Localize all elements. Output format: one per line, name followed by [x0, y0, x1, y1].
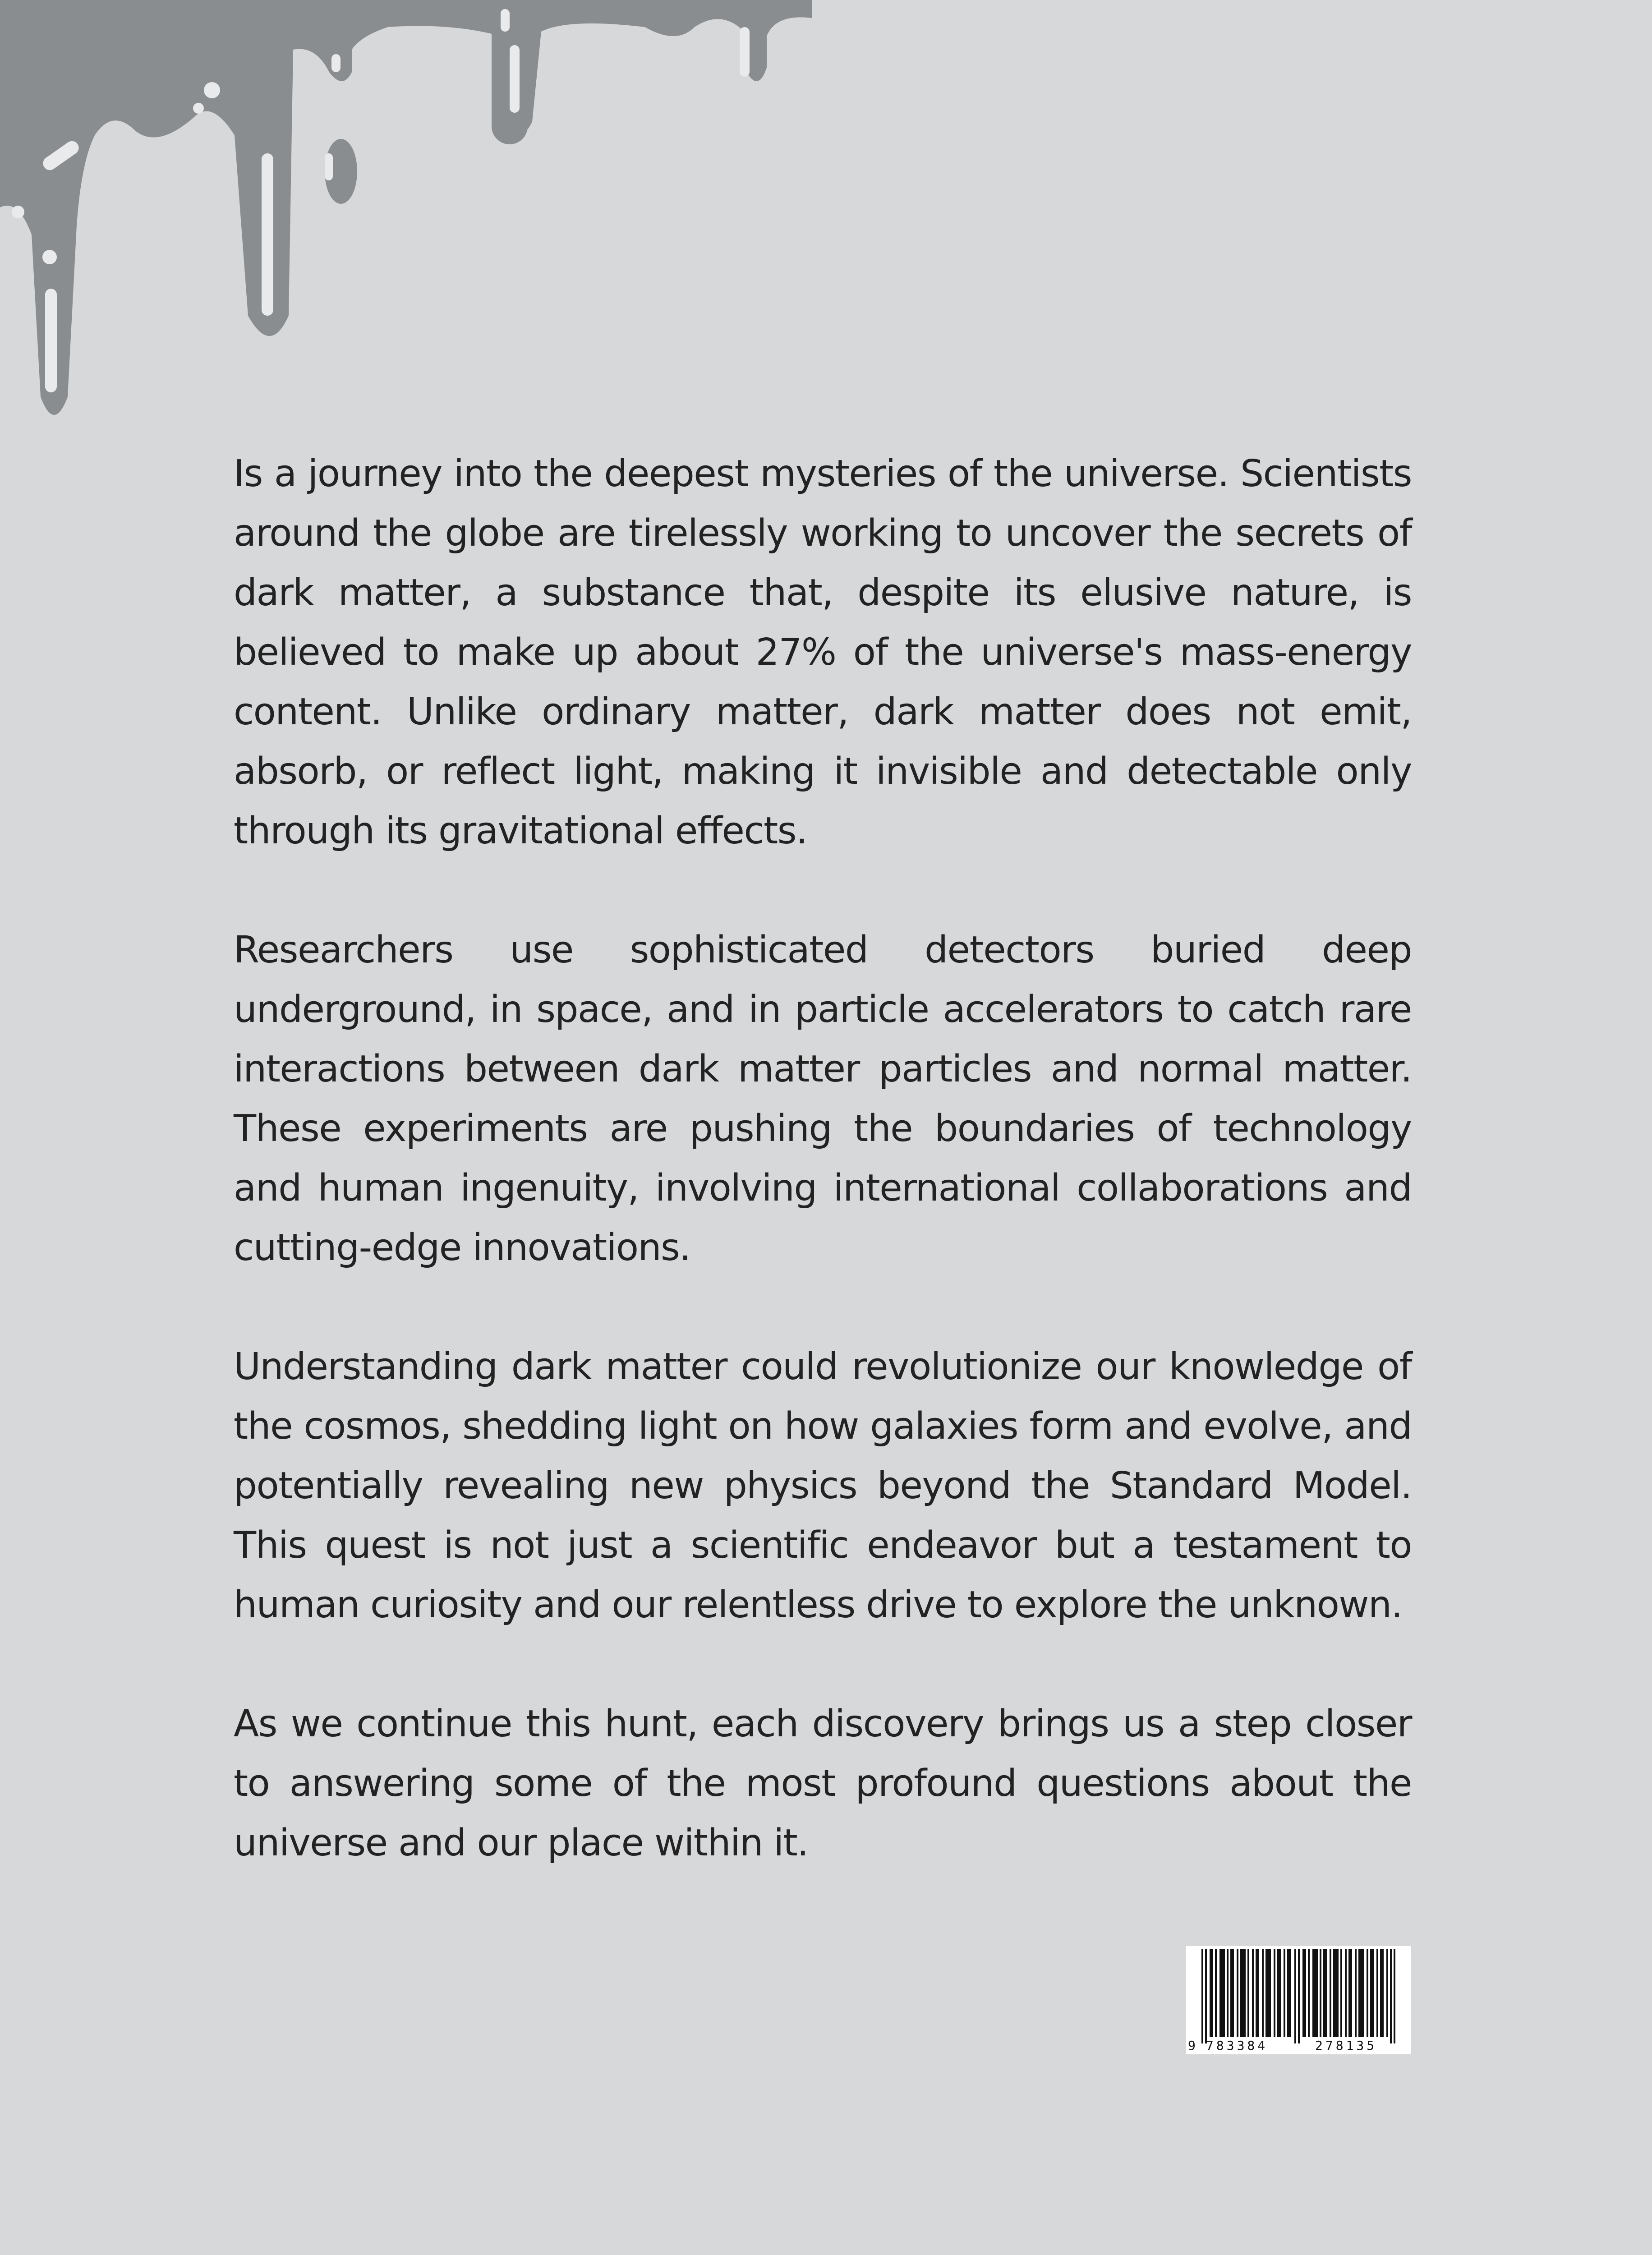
drip-highlight-1 [262, 153, 273, 316]
drip-highlight-dot-4 [193, 103, 204, 114]
drip-highlight-2 [45, 289, 57, 392]
drip-highlight-dot-3 [204, 82, 220, 98]
drip-highlight-dot-1 [42, 250, 57, 264]
barcode-right-digits: 278135 [1315, 2038, 1377, 2053]
drip-highlight-7 [501, 9, 510, 32]
barcode-left-digits: 783384 [1206, 2038, 1268, 2053]
drip-highlight-4 [740, 27, 750, 77]
blurb-paragraph: Understanding dark matter could revolutionize our knowledge of the cosmos, shedding light on how galaxies form and evolve, and potentially revealing new physics beyond the Standard Model. This quest is not just a scientific endeavor but a testament to human curiosity and our relentless drive to explore the unknown. [234, 1345, 1412, 1626]
drip-main [0, 0, 812, 415]
isbn-barcode [1186, 1946, 1411, 2054]
drip-highlight-5 [331, 54, 341, 72]
paint-drips-decoration [0, 0, 812, 451]
drip-highlight-3 [510, 45, 520, 113]
blurb-paragraph: As we continue this hunt, each discovery brings us a step closer to answering some of the most profound questions about the universe and our place within it. [234, 1703, 1412, 1864]
barcode-lead-digit: 9 [1188, 2038, 1196, 2053]
back-cover-blurb [234, 444, 1412, 1873]
drip-highlight-dot-2 [12, 206, 24, 218]
drip-highlight-8 [325, 153, 333, 180]
blurb-paragraph: Researchers use sophisticated detectors buried deep underground, in space, and in particle accelerators to catch rare interactions between dark matter particles and normal matter. These experiments are pushing the boundaries of technology and human ingenuity, involving international collaborations and cutting-edge innovations. [234, 929, 1412, 1269]
blurb-paragraph: Is a journey into the deepest mysteries of the universe. Scientists around the globe are tirelessly working to uncover the secrets of dark matter, a substance that, despite its elusive nature, is believed to make up about 27% of the universe's mass-energy content. Unlike ordinary matter, dark matter does not emit, absorb, or reflect light, making it invisible and detectable only through its gravitational effects. [234, 452, 1412, 852]
barcode-digits [1186, 2038, 1411, 2053]
